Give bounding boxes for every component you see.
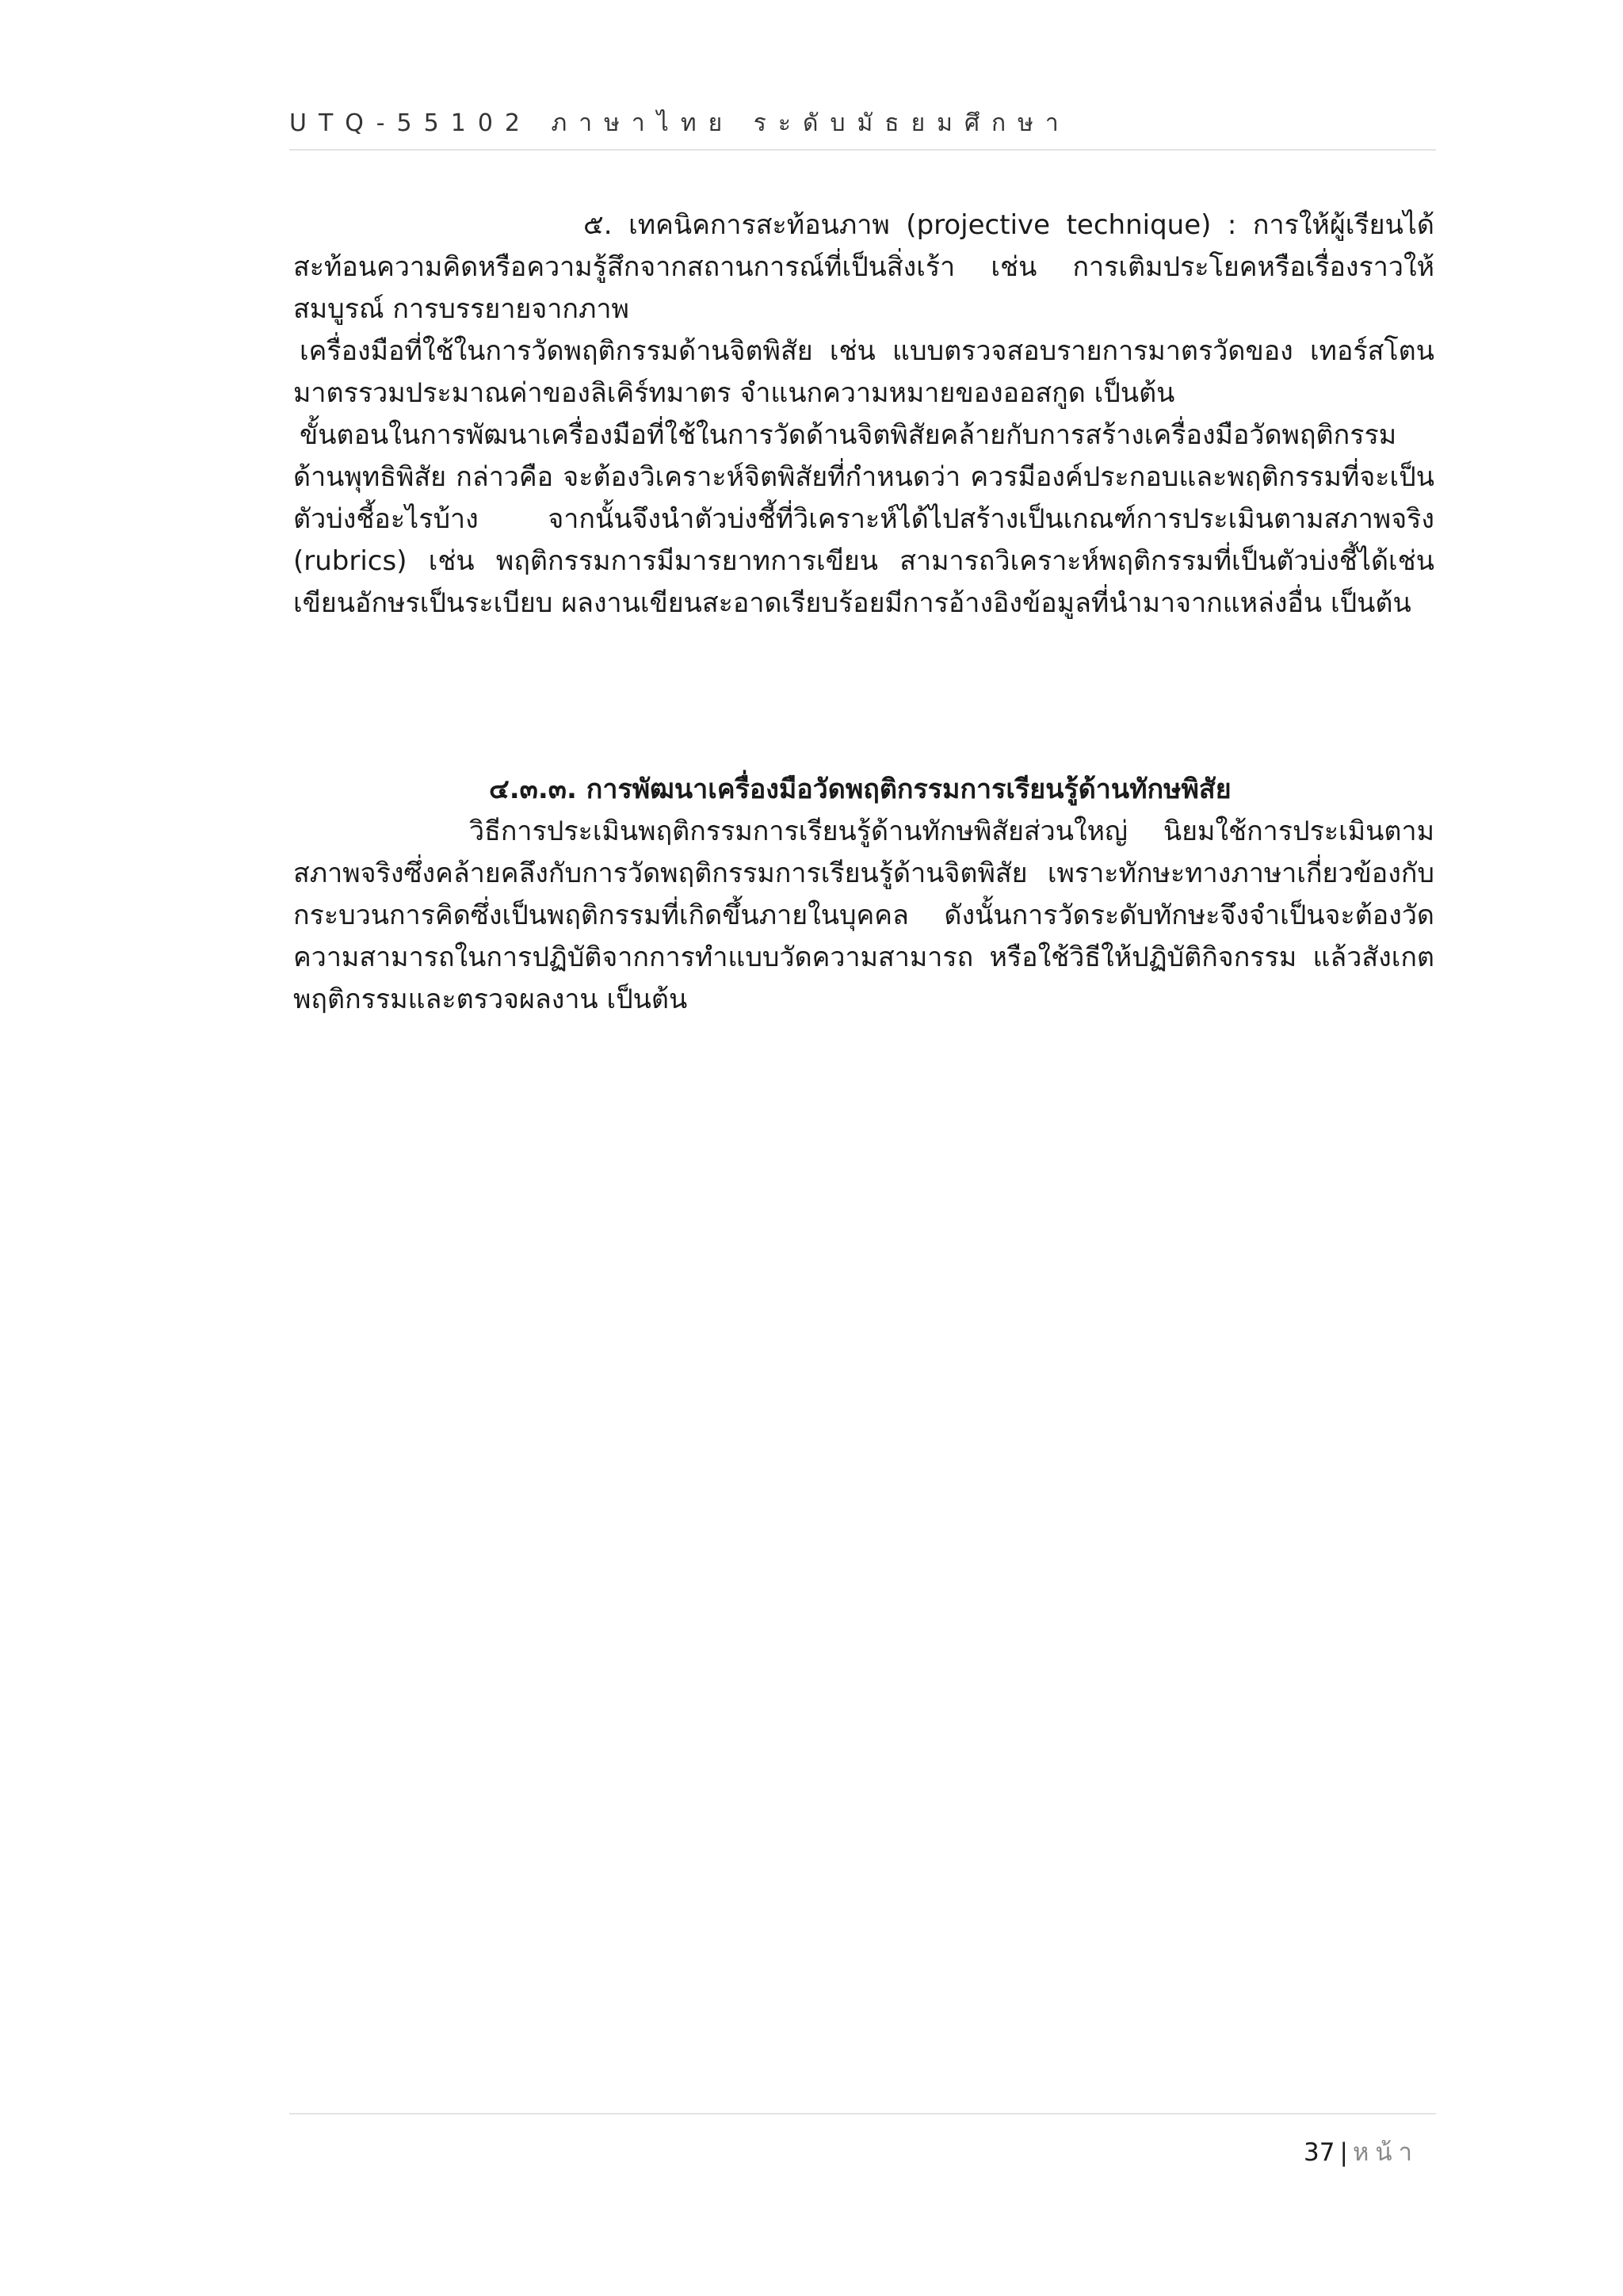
section-psychomotor [293, 769, 1434, 1021]
paragraph-affective-tools: เครื่องมือที่ใช้ในการวัดพฤติกรรมด้านจิตพิสัย เช่น แบบตรวจสอบรายการมาตรวัดของ เทอร์สโตน มาตรรวมประมาณค่าของลิเคิร์ทมาตร จำแนกความหมายของออสกูด เป็นต้น [293, 335, 1434, 409]
paragraph-affective-steps: ขั้นตอนในการพัฒนาเครื่องมือที่ใช้ในการวัดด้านจิตพิสัยคล้ายกับการสร้างเครื่องมือวัดพฤติกรรมด้านพุทธิพิสัย กล่าวคือ จะต้องวิเคราะห์จิตพิสัยที่กำหนดว่า ควรมีองค์ประกอบและพฤติกรรมที่จะเป็นตัวบ่งชี้อะไรบ้าง จากนั้นจึงนำตัวบ่งชี้ที่วิเคราะห์ได้ไปสร้างเป็นเกณฑ์การประเมินตามสภาพจริง (rubrics) เช่น พฤติกรรมการมีมารยาทการเขียน สามารถวิเคราะห์พฤติกรรมที่เป็นตัวบ่งชี้ได้เช่น เขียนอักษรเป็นระเบียบ ผลงานเขียนสะอาดเรียบร้อยมีการอ้างอิงข้อมูลที่นำมาจากแหล่งอื่น เป็นต้น [293, 419, 1434, 619]
page-number: 37 [1304, 2138, 1335, 2167]
footer-divider [289, 2113, 1436, 2115]
header-divider [289, 149, 1436, 151]
section-affective [293, 204, 1434, 625]
page-word: หน้า [1352, 2138, 1419, 2167]
paragraph-psychomotor-assessment: วิธีการประเมินพฤติกรรมการเรียนรู้ด้านทักษพิสัยส่วนใหญ่ นิยมใช้การประเมินตามสภาพจริงซึ่งคล้ายคลึงกับการวัดพฤติกรรมการเรียนรู้ด้านจิตพิสัย เพราะทักษะทางภาษาเกี่ยวข้องกับกระบวนการคิดซึ่งเป็นพฤติกรรมที่เกิดขึ้นภายในบุคคล ดังนั้นการวัดระดับทักษะจึงจำเป็นจะต้องวัดความสามารถในการปฏิบัติจากการทำแบบวัดความสามารถ หรือใช้วิธีให้ปฏิบัติกิจกรรม แล้วสังเกตพฤติกรรมและตรวจผลงาน เป็นต้น [293, 816, 1434, 1015]
paragraph-projective-technique: ๕. เทคนิคการสะท้อนภาพ (projective technique) : การให้ผู้เรียนได้สะท้อนความคิดหรือความรู้สึกจากสถานการณ์ที่เป็นสิ่งเร้า เช่น การเติมประโยคหรือเรื่องราวให้สมบูรณ์ การบรรยายจากภาพ [293, 209, 1434, 325]
page-footer [1304, 2132, 1419, 2172]
running-header: UTQ-55102 ภาษาไทย ระดับมัธยมศึกษา [289, 109, 1071, 137]
section-heading: ๔.๓.๓. การพัฒนาเครื่องมือวัดพฤติกรรมการเรียนรู้ด้านทักษพิสัย [489, 774, 1232, 805]
footer-separator: | [1339, 2138, 1348, 2167]
